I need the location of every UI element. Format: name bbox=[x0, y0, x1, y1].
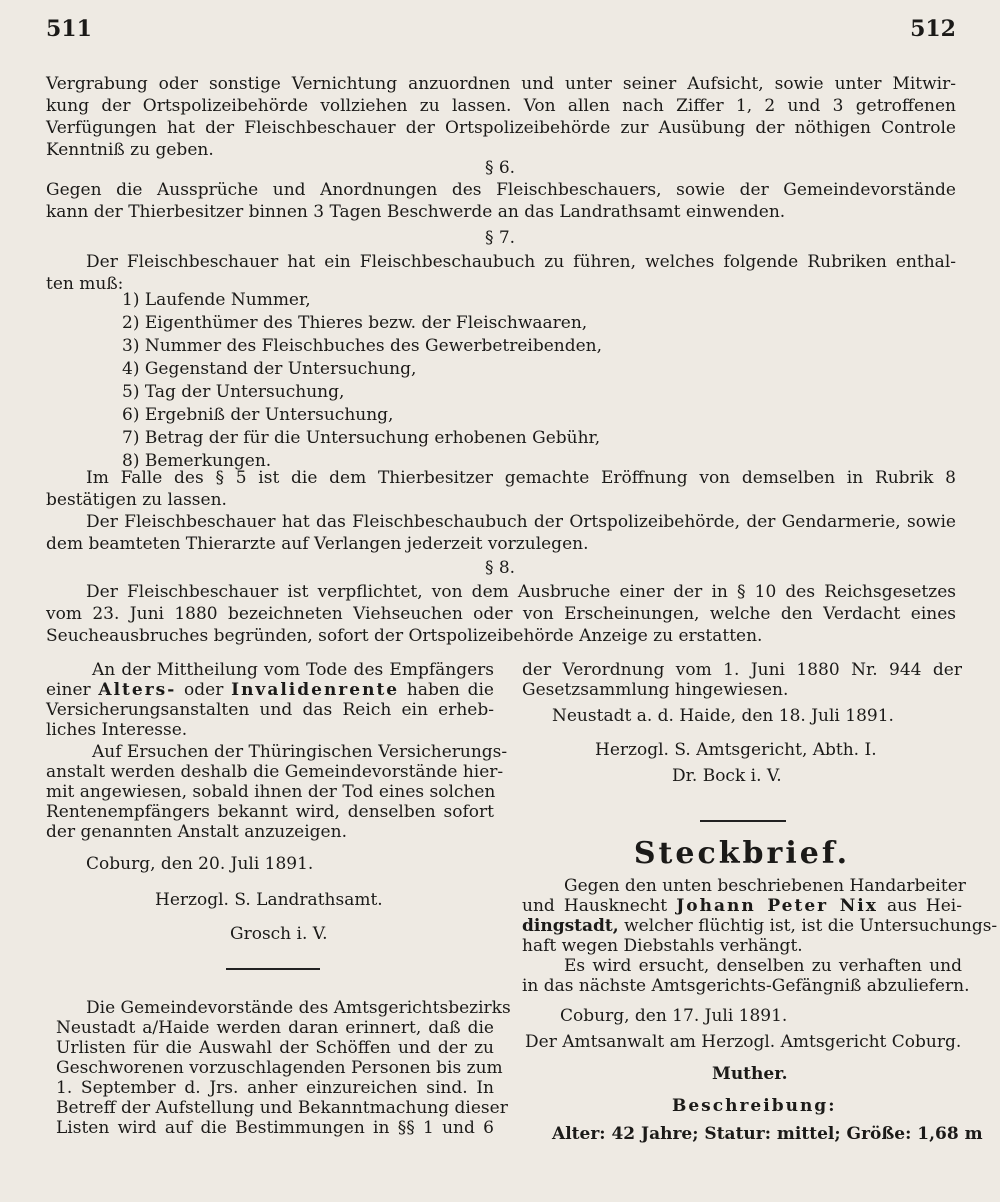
body-line: Gegen die Aussprüche und Anordnungen des Fleischbeschauers, sowie der Gemeindevorstände bbox=[46, 180, 956, 200]
notice-right-1 bbox=[522, 660, 962, 700]
notice-signature: Muther. bbox=[712, 1064, 788, 1084]
body-line: Vergrabung oder sonstige Vernichtung anzuordnen und unter seiner Aufsicht, sowie unter Mitwir- bbox=[46, 74, 956, 94]
section-heading-7: § 7. bbox=[484, 228, 516, 248]
body-line: kann der Thierbesitzer binnen 3 Tagen Beschwerde an das Landrathsamt einwenden. bbox=[46, 202, 786, 222]
notice-text: und Hausknecht bbox=[522, 896, 677, 916]
list-item: 1) Laufende Nummer, bbox=[122, 290, 311, 310]
steckbrief-body bbox=[522, 876, 998, 996]
body-line: Kenntniß zu geben. bbox=[46, 140, 214, 160]
description-line: Alter: 42 Jahre; Statur: mittel; Größe: 1,68 m bbox=[552, 1124, 983, 1144]
notice-date: Coburg, den 17. Juli 1891. bbox=[560, 1006, 788, 1026]
wanted-person-place: dingstadt, bbox=[522, 916, 619, 936]
description-heading: Beschreibung: bbox=[672, 1096, 837, 1116]
notice-line: Gegen den unten beschriebenen Handarbeiter bbox=[564, 876, 966, 896]
notice-authority: Der Amtsanwalt am Herzogl. Amtsgericht Coburg. bbox=[525, 1032, 962, 1052]
notice-line: Listen wird auf die Bestimmungen in §§ 1 und 6 bbox=[56, 1118, 494, 1138]
notice-line: An der Mittheilung vom Tode des Empfängers bbox=[92, 660, 494, 680]
wanted-person-name: Johann Peter Nix bbox=[676, 896, 878, 916]
body-line: dem beamteten Thierarzte auf Verlangen jederzeit vorzulegen. bbox=[46, 534, 589, 554]
section-heading-8: § 8. bbox=[484, 558, 516, 578]
notice-line: mit angewiesen, sobald ihnen der Tod eines solchen bbox=[46, 782, 496, 802]
notice-line: Die Gemeindevorstände des Amtsgerichtsbezirks bbox=[86, 998, 511, 1018]
list-item: 4) Gegenstand der Untersuchung, bbox=[122, 359, 417, 379]
body-line: Der Fleischbeschauer hat ein Fleischbeschaubuch zu führen, welches folgende Rubriken enthal- bbox=[86, 252, 956, 272]
notice-line: Gesetzsammlung hingewiesen. bbox=[522, 680, 789, 700]
body-line: kung der Ortspolizeibehörde vollziehen zu lassen. Von allen nach Ziffer 1, 2 und 3 getroffenen bbox=[46, 96, 956, 116]
notice-text: aus Hei- bbox=[877, 896, 962, 916]
notice-line: 1. September d. Jrs. anher einzureichen sind. In bbox=[56, 1078, 494, 1098]
notice-text: oder bbox=[176, 680, 232, 700]
notice-line: der genannten Anstalt anzuzeigen. bbox=[46, 822, 347, 842]
page-number-right: 512 bbox=[910, 16, 956, 42]
notice-line: Rentenempfängers bekannt wird, denselben sofort bbox=[46, 802, 494, 822]
notice-text: haben die bbox=[399, 680, 494, 700]
notice-date: Coburg, den 20. Juli 1891. bbox=[86, 854, 314, 874]
notice-text: einer bbox=[46, 680, 99, 700]
notice-text: welcher flüchtig ist, ist die Untersuchungs- bbox=[618, 916, 998, 936]
notice-line: Urlisten für die Auswahl der Schöffen und der zu bbox=[56, 1038, 494, 1058]
notice-line: Versicherungsanstalten und das Reich ein erheb- bbox=[46, 700, 494, 720]
notice-authority: Herzogl. S. Landrathsamt. bbox=[155, 890, 383, 910]
notice-line: Es wird ersucht, denselben zu verhaften und bbox=[564, 956, 962, 976]
notice-line bbox=[522, 896, 962, 916]
notice-line: Geschworenen vorzuschlagenden Personen bis zum bbox=[56, 1058, 503, 1078]
body-line: Seucheausbruches begründen, sofort der Ortspolizeibehörde Anzeige zu erstatten. bbox=[46, 626, 763, 646]
notice-signature: Grosch i. V. bbox=[230, 924, 328, 944]
divider bbox=[226, 968, 320, 970]
notice-left-2 bbox=[56, 998, 511, 1138]
notice-line bbox=[46, 680, 494, 700]
list-item: 7) Betrag der für die Untersuchung erhobenen Gebühr, bbox=[122, 428, 601, 448]
list-item: 6) Ergebniß der Untersuchung, bbox=[122, 405, 394, 425]
notice-line: Auf Ersuchen der Thüringischen Versicherungs- bbox=[92, 742, 508, 762]
list-item: 2) Eigenthümer des Thieres bezw. der Fleischwaaren, bbox=[122, 313, 588, 333]
notice-authority: Herzogl. S. Amtsgericht, Abth. I. bbox=[595, 740, 877, 760]
body-line: Der Fleischbeschauer ist verpflichtet, von dem Ausbruche einer der in § 10 des Reichsgesetzes bbox=[86, 582, 956, 602]
notice-bold: Invalidenrente bbox=[231, 680, 400, 700]
notice-line: Neustadt a/Haide werden daran erinnert, daß die bbox=[56, 1018, 494, 1038]
notice-bold: Alters- bbox=[98, 680, 177, 700]
list-item: 3) Nummer des Fleischbuches des Gewerbetreibenden, bbox=[122, 336, 603, 356]
body-line: bestätigen zu lassen. bbox=[46, 490, 227, 510]
notice-line bbox=[522, 916, 998, 936]
body-line: ten muß: bbox=[46, 274, 124, 294]
body-line: Der Fleischbeschauer hat das Fleischbeschaubuch der Ortspolizeibehörde, der Gendarmerie, sowie bbox=[86, 512, 956, 532]
steckbrief-title: Steckbrief. bbox=[633, 836, 851, 871]
notice-line: liches Interesse. bbox=[46, 720, 188, 740]
notice-signature: Dr. Bock i. V. bbox=[672, 766, 782, 786]
body-line: vom 23. Juni 1880 bezeichneten Viehseuchen oder von Erscheinungen, welche den Verdacht eines bbox=[46, 604, 956, 624]
notice-left-1 bbox=[46, 660, 508, 842]
notice-line: haft wegen Diebstahls verhängt. bbox=[522, 936, 803, 956]
body-line: Im Falle des § 5 ist die dem Thierbesitzer gemachte Eröffnung von demselben in Rubrik 8 bbox=[86, 468, 956, 488]
page-number-left: 511 bbox=[46, 16, 92, 42]
notice-date: Neustadt a. d. Haide, den 18. Juli 1891. bbox=[552, 706, 894, 726]
notice-line: der Verordnung vom 1. Juni 1880 Nr. 944 der bbox=[522, 660, 962, 680]
notice-line: anstalt werden deshalb die Gemeindevorstände hier- bbox=[46, 762, 504, 782]
notice-line: in das nächste Amtsgerichts-Gefängniß abzuliefern. bbox=[522, 976, 970, 996]
notice-line: Betreff der Aufstellung und Bekanntmachung dieser bbox=[56, 1098, 508, 1118]
list-item: 5) Tag der Untersuchung, bbox=[122, 382, 345, 402]
section-heading-6: § 6. bbox=[484, 158, 516, 178]
list-item: 8) Bemerkungen. bbox=[122, 451, 272, 471]
body-line: Verfügungen hat der Fleischbeschauer der Ortspolizeibehörde zur Ausübung der nöthigen Controle bbox=[46, 118, 956, 138]
divider bbox=[700, 820, 786, 822]
